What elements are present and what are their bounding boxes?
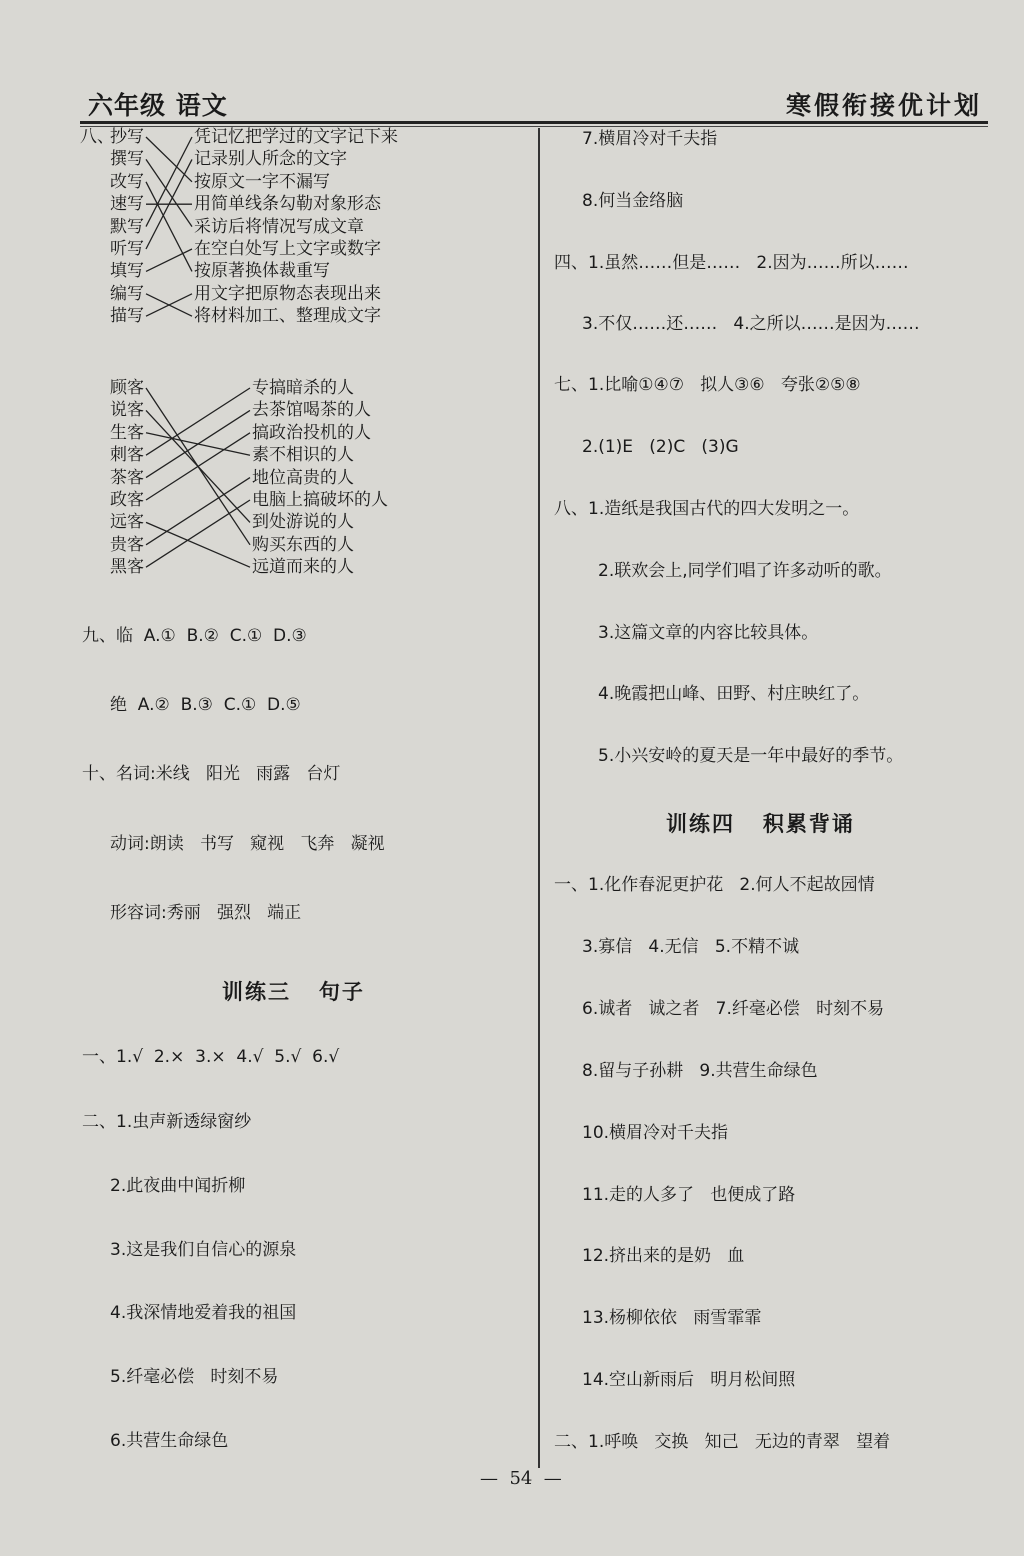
section-title-training-3: 训练三 句子 <box>222 980 365 1004</box>
guest-definition: 去茶馆喝茶的人 <box>252 400 371 421</box>
writing-term: 编写 <box>110 283 144 304</box>
answer-t4-14: 14.空山新雨后 明月松间照 <box>582 1370 796 1390</box>
writing-definition: 凭记忆把学过的文字记下来 <box>194 127 398 147</box>
answer-t4-8: 8.留与子孙耕 9.共营生命绿色 <box>582 1061 818 1081</box>
writing-definition: 用文字把原物态表现出来 <box>194 283 381 304</box>
guest-definition: 素不相识的人 <box>252 445 354 466</box>
match-line <box>146 182 192 272</box>
guest-definition: 电脑上搞破坏的人 <box>252 490 388 510</box>
answer-t4-3: 3.寡信 4.无信 5.不精不诚 <box>582 937 800 957</box>
answer-1-judgement: 一、1.√ 2.× 3.× 4.√ 5.√ 6.√ <box>82 1047 340 1067</box>
guest-definition: 购买东西的人 <box>252 534 354 555</box>
answer-2-2: 2.此夜曲中闻折柳 <box>110 1176 246 1196</box>
guest-term: 茶客 <box>110 467 144 488</box>
match-line <box>146 500 250 567</box>
answer-10-verbs: 动词:朗读 书写 窥视 飞奔 凝视 <box>110 834 385 854</box>
guest-term: 远客 <box>110 512 144 533</box>
answer-2-3: 3.这是我们自信心的源泉 <box>110 1240 297 1260</box>
writing-definition: 采访后将情况写成文章 <box>194 216 364 237</box>
guest-definition: 远道而来的人 <box>252 557 354 578</box>
answer-10-nouns: 十、名词:米线 阳光 雨露 台灯 <box>82 764 341 784</box>
answer-2-6: 6.共营生命绿色 <box>110 1431 229 1451</box>
section-title-training-4: 训练四 积累背诵 <box>666 812 855 836</box>
writing-term: 填写 <box>110 261 144 282</box>
match-line <box>146 388 250 455</box>
guest-term: 说客 <box>110 400 144 421</box>
guest-definition: 搞政治投机的人 <box>252 422 371 443</box>
answer-t4-2-1: 二、1.呼唤 交换 知己 无边的青翠 望着 <box>554 1432 891 1452</box>
match-line <box>146 159 192 226</box>
guest-term: 刺客 <box>110 445 144 466</box>
answer-2-5: 5.纤毫必偿 时刻不易 <box>110 1367 279 1387</box>
answer-4-1: 四、1.虽然……但是…… 2.因为……所以…… <box>554 253 909 273</box>
answer-t4-1: 一、1.化作春泥更护花 2.何人不起故园情 <box>554 875 875 895</box>
answer-7-1: 七、1.比喻①④⑦ 拟人③⑥ 夸张②⑤⑧ <box>554 375 861 395</box>
match-line <box>146 249 192 271</box>
header-book-title: 寒假衔接优计划 <box>785 91 982 120</box>
answer-9-jue: 绝 A.② B.③ C.① D.⑤ <box>110 695 301 715</box>
guest-term: 黑客 <box>110 557 144 578</box>
guest-term: 生客 <box>110 422 144 443</box>
writing-term: 抄写 <box>110 127 144 147</box>
match-line <box>146 478 250 545</box>
guest-definition: 到处游说的人 <box>252 512 354 533</box>
page-number: — 54 — <box>480 1468 562 1489</box>
answer-t4-13: 13.杨柳依依 雨雪霏霏 <box>582 1308 762 1328</box>
answer-4-3: 3.不仅……还…… 4.之所以……是因为…… <box>582 314 920 334</box>
guest-term: 政客 <box>110 490 144 510</box>
writing-term: 速写 <box>110 194 144 215</box>
section-8-label: 八、 <box>80 127 114 147</box>
answer-8r-2: 2.联欢会上,同学们唱了许多动听的歌。 <box>598 561 892 581</box>
answer-2-1: 二、1.虫声新透绿窗纱 <box>82 1112 252 1132</box>
answer-r-7: 7.横眉冷对千夫指 <box>582 129 718 149</box>
answer-10-adjectives: 形容词:秀丽 强烈 端正 <box>110 903 302 923</box>
answer-t4-11: 11.走的人多了 也便成了路 <box>582 1185 796 1205</box>
writing-term: 描写 <box>110 306 144 327</box>
writing-term: 听写 <box>110 239 144 259</box>
answer-t4-6: 6.诚者 诚之者 7.纤毫必偿 时刻不易 <box>582 999 885 1019</box>
guest-definition: 地位高贵的人 <box>252 467 354 488</box>
answer-8r-3: 3.这篇文章的内容比较具体。 <box>598 623 819 643</box>
writing-definition: 记录别人所念的文字 <box>194 149 347 170</box>
writing-definition: 按原文一字不漏写 <box>194 171 330 192</box>
guest-term: 顾客 <box>110 378 144 398</box>
answer-t4-12: 12.挤出来的是奶 血 <box>582 1246 745 1266</box>
match-line <box>146 137 192 182</box>
answer-r-8: 8.何当金络脑 <box>582 191 684 211</box>
guest-term: 贵客 <box>110 534 144 555</box>
answer-8r-4: 4.晚霞把山峰、田野、村庄映红了。 <box>598 684 870 704</box>
header-grade-subject: 六年级 语文 <box>88 91 228 120</box>
writing-definition: 用简单线条勾勒对象形态 <box>194 194 381 215</box>
writing-definition: 将材料加工、整理成文字 <box>194 306 381 327</box>
answer-8r-5: 5.小兴安岭的夏天是一年中最好的季节。 <box>598 746 904 766</box>
match-line <box>146 522 250 567</box>
answer-9-lin: 九、临 A.① B.② C.① D.③ <box>82 626 307 646</box>
match-line <box>146 137 192 227</box>
writing-term: 改写 <box>110 171 144 192</box>
writing-term: 默写 <box>110 216 144 237</box>
answer-7-2: 2.(1)E (2)C (3)G <box>582 437 739 457</box>
match-line <box>146 433 250 500</box>
writing-definition: 按原著换体裁重写 <box>194 261 330 282</box>
guest-definition: 专搞暗杀的人 <box>252 378 354 398</box>
answer-2-4: 4.我深情地爱着我的祖国 <box>110 1303 297 1323</box>
writing-definition: 在空白处写上文字或数字 <box>194 239 381 259</box>
writing-term: 撰写 <box>110 149 144 170</box>
answer-8r-1: 八、1.造纸是我国古代的四大发明之一。 <box>554 499 860 519</box>
answer-t4-10: 10.横眉冷对千夫指 <box>582 1123 729 1143</box>
